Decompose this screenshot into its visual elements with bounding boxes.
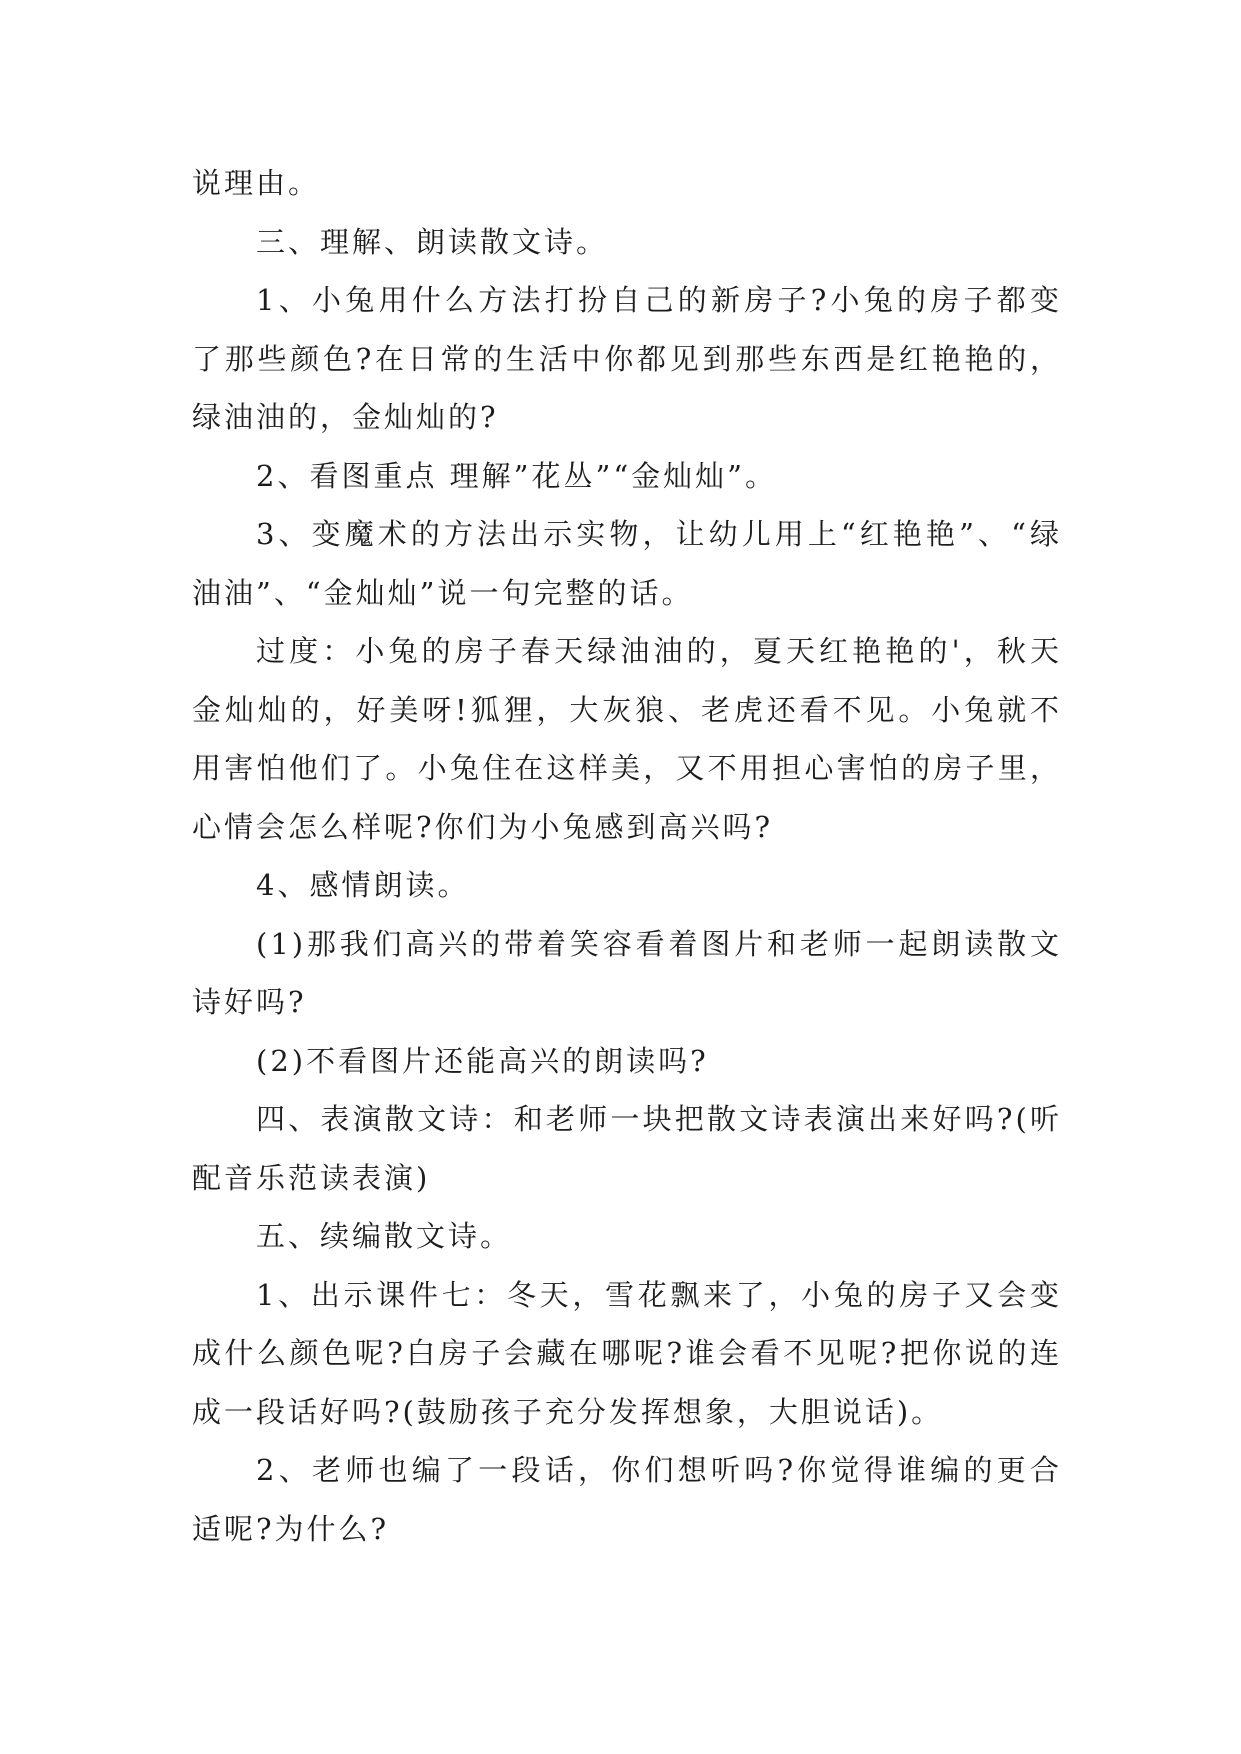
section-heading-4: 四、表演散文诗：和老师一块把散文诗表演出来好吗?(听配音乐范读表演) bbox=[192, 1102, 1062, 1195]
paragraph-subitem-2: (2)不看图片还能高兴的朗读吗? bbox=[256, 1043, 709, 1078]
paragraph-item-5-2: 2、老师也编了一段话，你们想听吗?你觉得谁编的更合适呢?为什么? bbox=[192, 1453, 1062, 1546]
paragraph-subitem-1: (1)那我们高兴的带着笑容看着图片和老师一起朗读散文诗好吗? bbox=[192, 926, 1062, 1019]
section-heading-5: 五、续编散文诗。 bbox=[256, 1219, 513, 1253]
paragraph-item-1: 1、小兔用什么方法打扮自己的新房子?小兔的房子都变了那些颜色?在日常的生活中你都见到那些东西是红艳艳的，绿油油的，金灿灿的? bbox=[192, 283, 1062, 434]
paragraph-transition: 过度：小兔的房子春天绿油油的，夏天红艳艳的'，秋天金灿灿的，好美呀!狐狸，大灰狼、老虎还看不见。小兔就不用害怕他们了。小兔住在这样美，又不用担心害怕的房子里，心情会怎么样呢?你们为小兔感到高兴吗? bbox=[192, 634, 1062, 844]
section-heading-3: 三、理解、朗读散文诗。 bbox=[256, 224, 609, 259]
paragraph-item-5-1: 1、出示课件七：冬天，雪花飘来了，小兔的房子又会变成什么颜色呢?白房子会藏在哪呢?谁会看不见呢?把你说的连成一段话好吗?(鼓励孩子充分发挥想象，大胆说话)。 bbox=[192, 1277, 1062, 1429]
paragraph-reason-tail: 说理由。 bbox=[192, 166, 321, 200]
paragraph-item-3: 3、变魔术的方法出示实物，让幼儿用上“红艳艳”、“绿油油”、“金灿灿”说一句完整的话。 bbox=[192, 517, 1062, 610]
paragraph-item-2: 2、看图重点 理解”花丛”“金灿灿”。 bbox=[256, 458, 777, 493]
document-body bbox=[192, 154, 1062, 1558]
paragraph-item-4: 4、感情朗读。 bbox=[256, 868, 470, 902]
